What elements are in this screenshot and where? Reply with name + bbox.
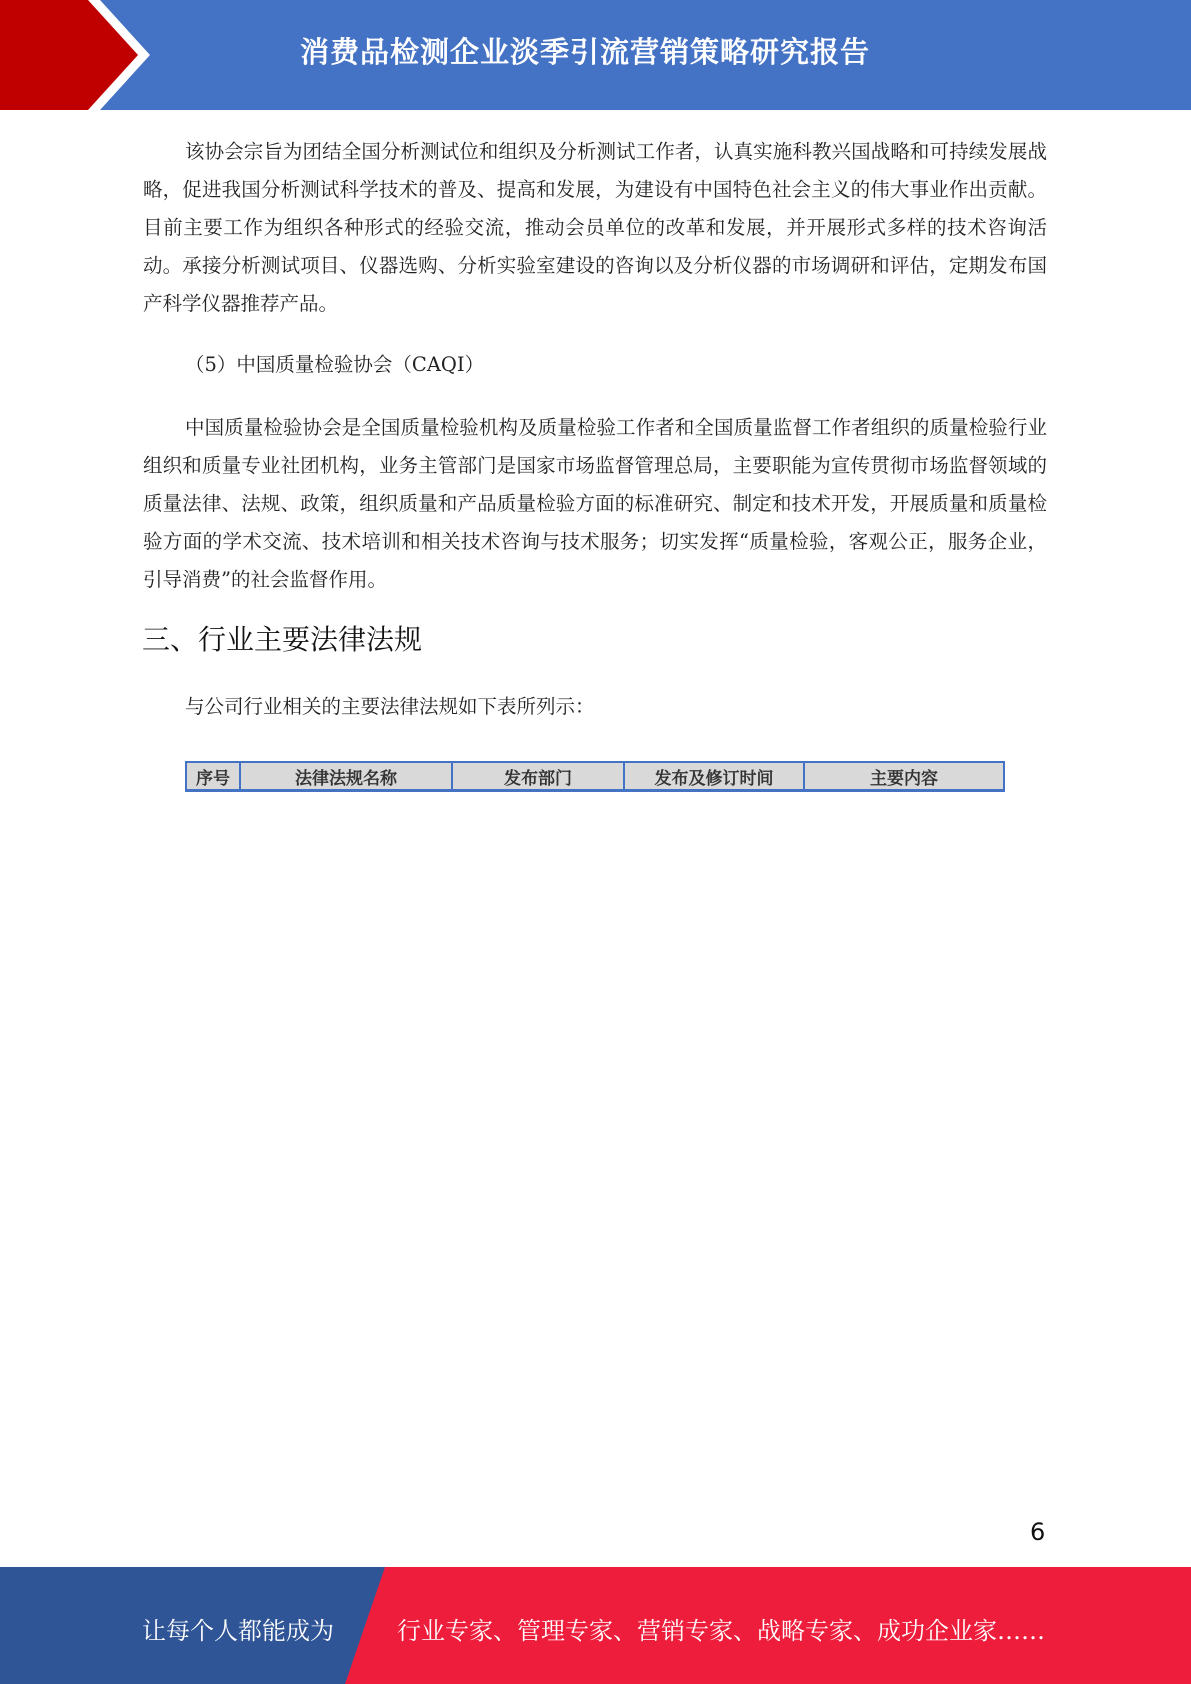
column-header-law-name: 法律法规名称 — [240, 762, 452, 791]
column-header-main-content: 主要内容 — [804, 762, 1004, 791]
table-intro-text: 与公司行业相关的主要法律法规如下表所列示： — [185, 695, 595, 718]
footer-slogan-right: 行业专家、管理专家、营销专家、战略专家、成功企业家…… — [397, 1617, 1045, 1645]
footer-slogan-left: 让每个人都能成为 — [142, 1617, 334, 1645]
page-footer — [0, 1567, 1191, 1684]
paragraph-caqi-description: 中国质量检验协会是全国质量检验机构及质量检验工作者和全国质量监督工作者组织的质量检验行业组织和质量专业社团机构，业务主管部门是国家市场监督管理总局，主要职能为宣传贯彻市场监督领域的质量法律、法规、政策，组织质量和产品质量检验方面的标准研究、制定和技术开发，开展质量和质量检验方面的学术交流、技术培训和相关技术咨询与技术服务；切实发挥“质量检验，客观公正，服务企业，引导消费”的社会监督作用。 — [143, 416, 1047, 591]
table-header-row — [186, 762, 1004, 791]
report-title: 消费品检测企业淡季引流营销策略研究报告 — [300, 35, 871, 69]
column-header-issuing-department: 发布部门 — [452, 762, 624, 791]
column-header-index: 序号 — [186, 762, 240, 791]
laws-table — [185, 761, 1005, 792]
page-number: 6 — [1030, 1518, 1046, 1546]
section-heading-laws: 三、行业主要法律法规 — [142, 623, 423, 656]
page-header — [0, 0, 1191, 110]
sub-heading-caqi: （5）中国质量检验协会（CAQI） — [185, 353, 485, 376]
paragraph-association-purpose: 该协会宗旨为团结全国分析测试位和组织及分析测试工作者，认真实施科教兴国战略和可持续发展战略，促进我国分析测试科学技术的普及、提高和发展，为建设有中国特色社会主义的伟大事业作出贡献。目前主要工作为组织各种形式的经验交流，推动会员单位的改革和发展，并开展形式多样的技术咨询活动。承接分析测试项目、仪器选购、分析实验室建设的咨询以及分析仪器的市场调研和评估，定期发布国产科学仪器推荐产品。 — [143, 140, 1047, 315]
column-header-issue-revision-date: 发布及修订时间 — [624, 762, 804, 791]
